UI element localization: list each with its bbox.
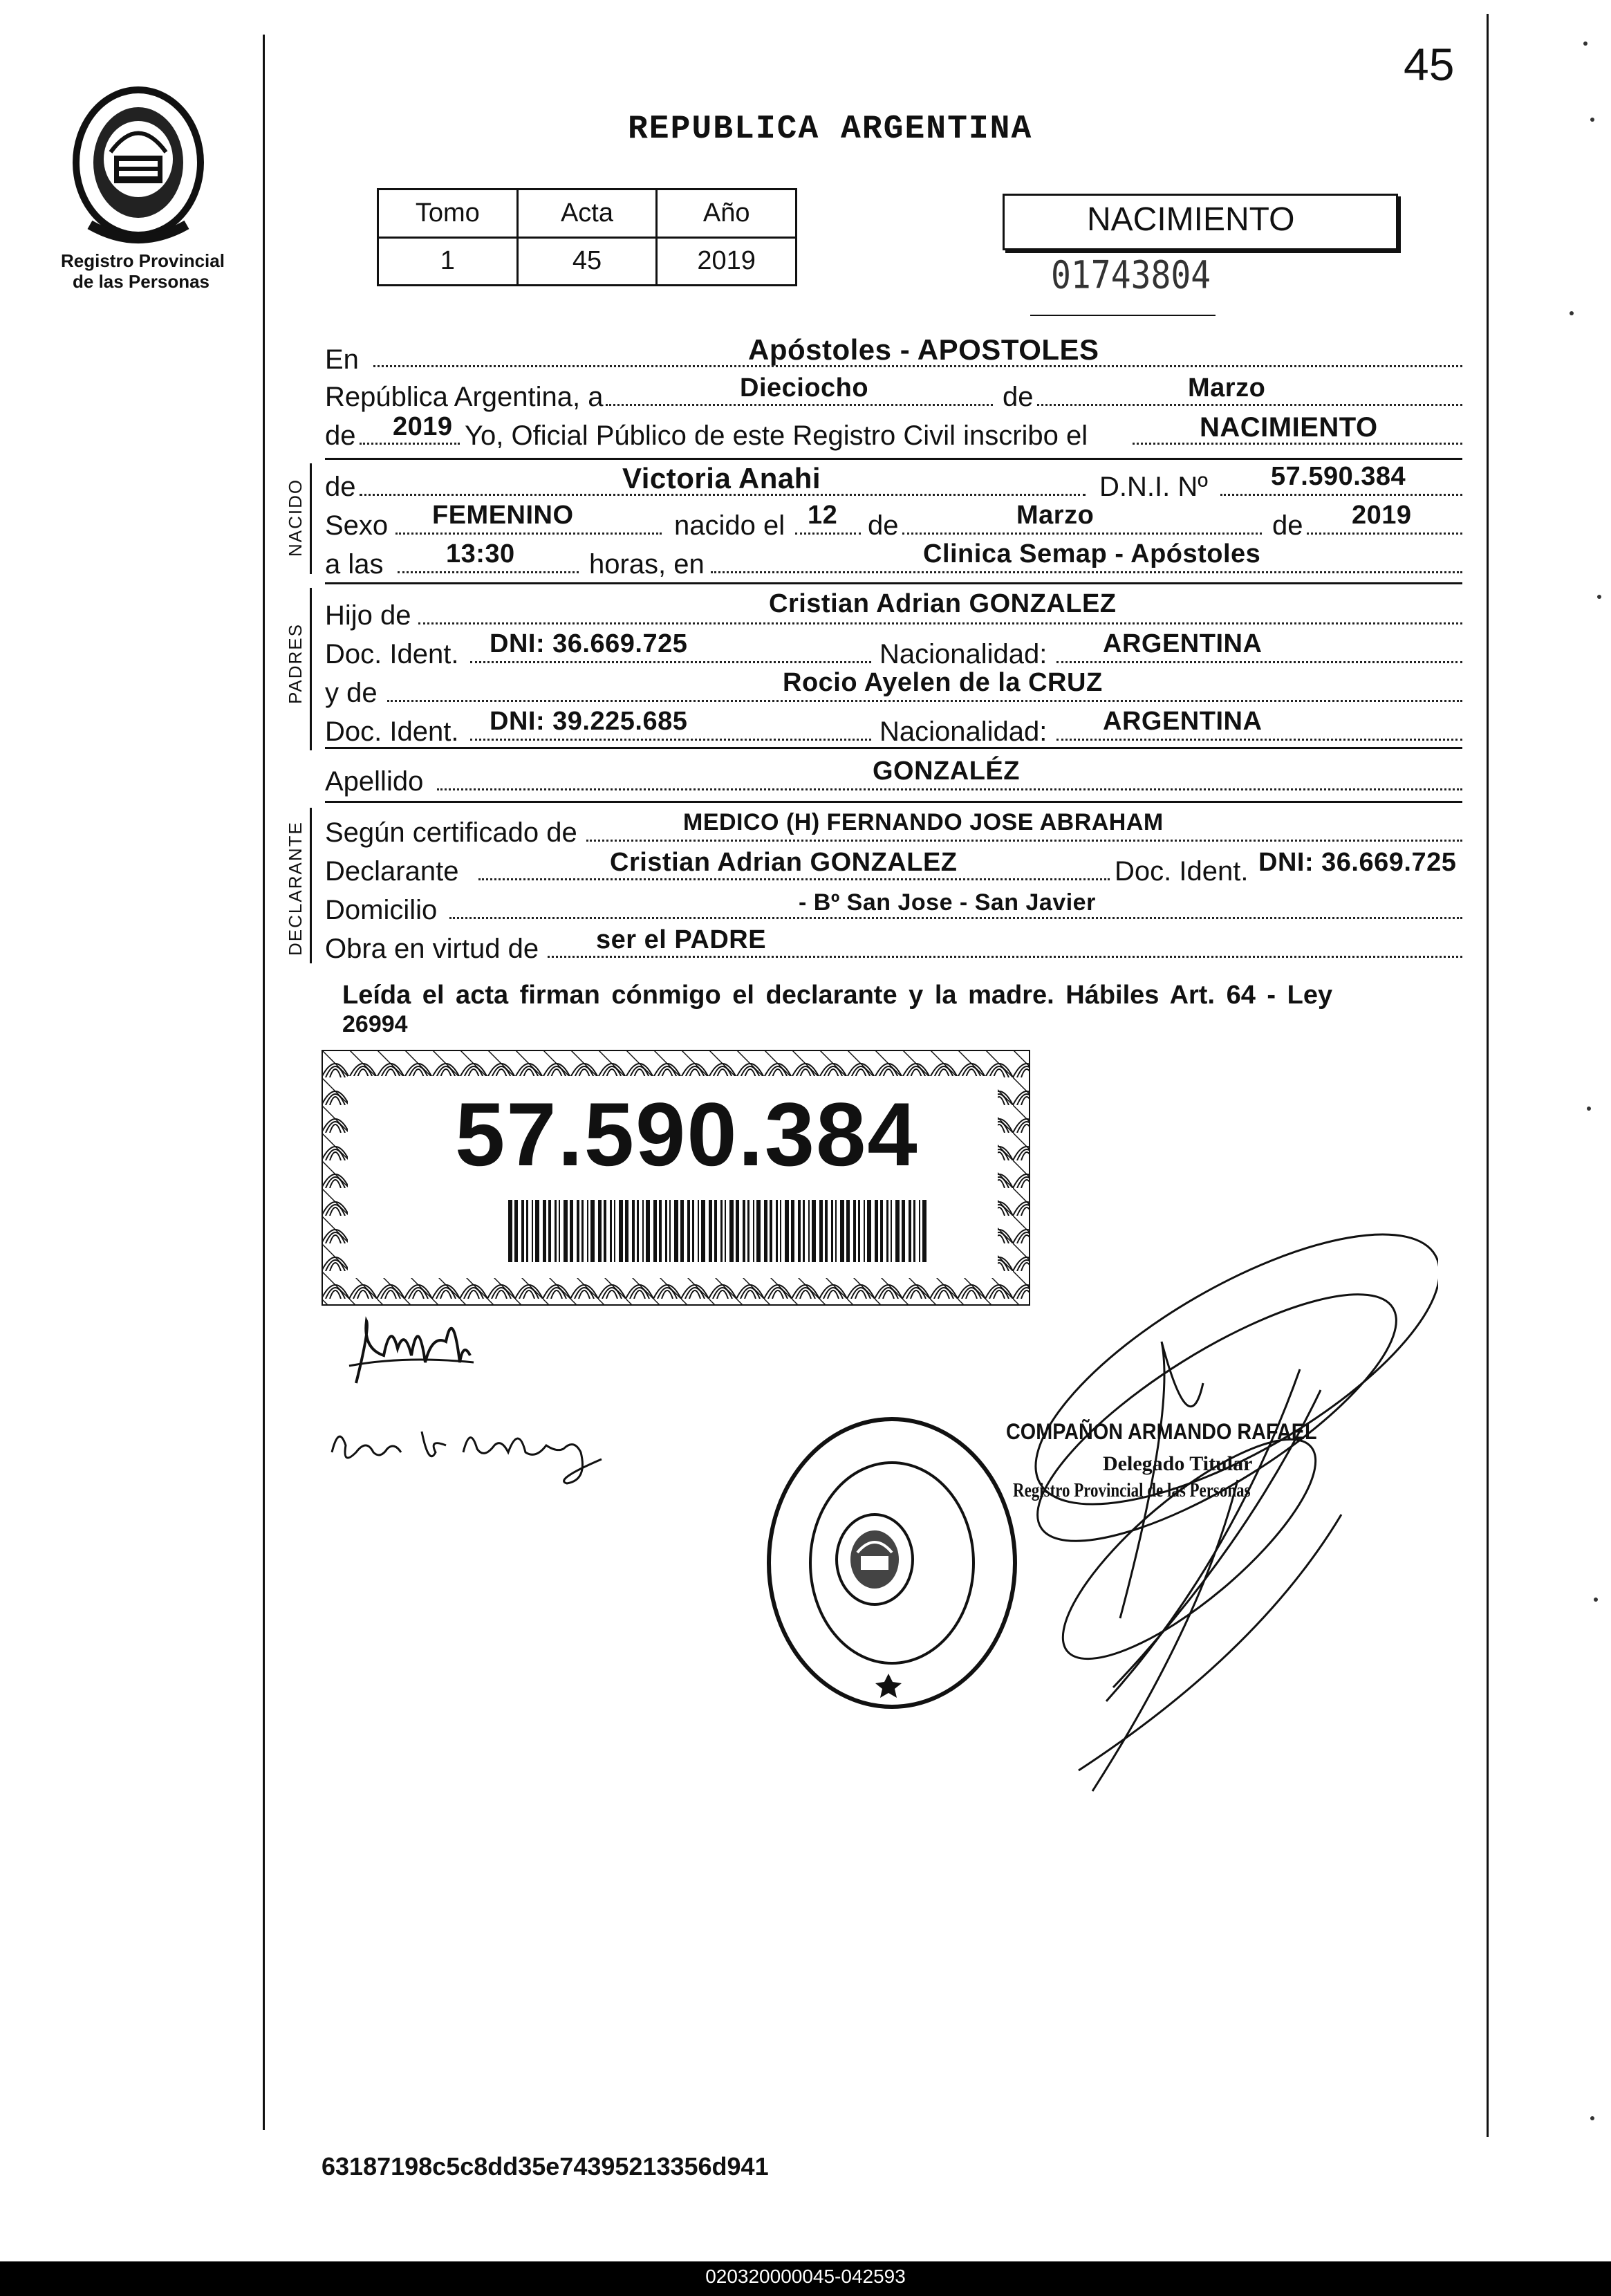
barcode-bar (808, 1200, 810, 1262)
dni-label-number: 57.590.384 (455, 1084, 919, 1185)
barcode-bar (653, 1200, 657, 1262)
section-label-declarante: DECLARANTE (285, 821, 306, 956)
value-birth-year: 2019 (1352, 501, 1412, 530)
barcode-bar (625, 1200, 628, 1262)
barcode-bar (687, 1200, 690, 1262)
official-signature (913, 1203, 1438, 1798)
barcode-bar (747, 1200, 749, 1262)
barcode-bar (632, 1200, 635, 1262)
value-place: Apóstoles - APOSTOLES (748, 333, 1099, 366)
value-act-type: NACIMIENTO (1200, 412, 1378, 443)
barcode-bar (891, 1200, 892, 1262)
value-dni: 57.590.384 (1271, 462, 1406, 491)
barcode-bar (642, 1200, 644, 1262)
official-name: COMPAÑON ARMANDO RAFAEL (1006, 1419, 1317, 1444)
right-margin-line (1487, 14, 1489, 2137)
scan-speck (1590, 2116, 1594, 2120)
barcode-bar (875, 1200, 878, 1262)
value-father-nat: ARGENTINA (1103, 629, 1263, 658)
label-a-las: a las (325, 549, 384, 580)
barcode-bar (698, 1200, 699, 1262)
dni-barcode (508, 1200, 933, 1262)
label-de-year: de (325, 420, 356, 451)
value-obra: ser el PADRE (596, 925, 767, 954)
label-republica: República Argentina, a (325, 382, 604, 412)
left-margin-line (263, 35, 265, 2130)
label-mother-doc: Doc. Ident. (325, 716, 459, 747)
barcode-bar (614, 1200, 615, 1262)
value-birth-place: Clinica Semap - Apóstoles (923, 539, 1261, 568)
official-role: Delegado Titular (1103, 1452, 1253, 1475)
barcode-bar (548, 1200, 551, 1262)
label-father-doc: Doc. Ident. (325, 639, 459, 669)
barcode-bar (819, 1200, 823, 1262)
label-y-de: y de (325, 678, 378, 708)
label-dni: D.N.I. Nº (1099, 472, 1208, 502)
label-horas: horas, en (589, 549, 705, 580)
barcode-bar (701, 1200, 705, 1262)
label-father-nat: Nacionalidad: (879, 639, 1047, 669)
barcode-bar (521, 1200, 524, 1262)
barcode-bar (543, 1200, 546, 1262)
barcode-bar (714, 1200, 717, 1262)
label-hijo-de: Hijo de (325, 600, 411, 631)
barcode-bar (831, 1200, 833, 1262)
section-label-nacido: NACIDO (285, 478, 306, 557)
document-title: REPUBLICA ARGENTINA (628, 111, 1033, 148)
label-yo: Yo, Oficial Público de este Registro Civil inscribo el (465, 420, 1088, 451)
padres-bracket (310, 588, 312, 750)
table-value-tomo: 1 (378, 237, 518, 286)
barcode-bar (846, 1200, 850, 1262)
label-mother-nat: Nacionalidad: (879, 716, 1047, 747)
barcode-bar (535, 1200, 539, 1262)
barcode-bar (532, 1200, 533, 1262)
barcode-bar (514, 1200, 518, 1262)
barcode-bar (709, 1200, 712, 1262)
value-year: 2019 (393, 412, 453, 441)
barcode-bar (791, 1200, 794, 1262)
barcode-bar (637, 1200, 639, 1262)
serial-number: 01743804 (1051, 252, 1211, 298)
value-apellido: GONZALÉZ (873, 757, 1020, 786)
value-mother-nat: ARGENTINA (1103, 707, 1263, 736)
divider-3 (325, 747, 1462, 749)
closing-line-1: Leída el acta firman cónmigo el declarante y la madre. Hábiles Art. 64 - Ley (342, 981, 1333, 1010)
mother-signature (325, 1411, 615, 1487)
barcode-bar (619, 1200, 623, 1262)
serial-underline (1030, 315, 1216, 316)
label-nacido-el: nacido el (674, 510, 785, 541)
barcode-bar (780, 1200, 781, 1262)
label-de-birth-year: de (1272, 510, 1303, 541)
section-label-padres: PADRES (285, 623, 306, 704)
official-office: Registro Provincial de las Personas (1013, 1480, 1251, 1501)
barcode-bar (577, 1200, 579, 1262)
barcode-bar (680, 1200, 684, 1262)
barcode-bar (895, 1200, 900, 1262)
barcode-bar (570, 1200, 573, 1262)
barcode-bar (669, 1200, 671, 1262)
doc-type-label: NACIMIENTO (1087, 201, 1295, 238)
barcode-bar (812, 1200, 816, 1262)
barcode-bar (604, 1200, 606, 1262)
value-birth-month: Marzo (1016, 501, 1095, 530)
value-birth-day: 12 (808, 501, 838, 530)
table-header-acta: Acta (517, 189, 657, 238)
barcode-bar (555, 1200, 557, 1262)
value-sexo: FEMENINO (432, 501, 574, 530)
divider-4 (325, 801, 1462, 803)
label-de-birth-month: de (868, 510, 899, 541)
label-declarante: Declarante (325, 856, 459, 887)
label-segun: Según certificado de (325, 817, 577, 848)
value-domicilio: - Bº San Jose - San Javier (799, 889, 1096, 916)
barcode-bar (659, 1200, 662, 1262)
label-de-month: de (1003, 382, 1034, 412)
barcode-bar (756, 1200, 761, 1262)
barcode-bar (785, 1200, 789, 1262)
label-de-name: de (325, 472, 356, 502)
record-table (377, 188, 797, 286)
document-hash: 63187198c5c8dd35e74395213356d941 (322, 2152, 769, 2181)
barcode-bar (587, 1200, 588, 1262)
barcode-bar (776, 1200, 778, 1262)
barcode-bar (835, 1200, 837, 1262)
label-apellido: Apellido (325, 766, 424, 797)
barcode-bar (886, 1200, 888, 1262)
label-domicilio: Domicilio (325, 895, 438, 925)
barcode-bar (559, 1200, 560, 1262)
value-certificado: MEDICO (H) FERNANDO JOSE ABRAHAM (683, 809, 1164, 835)
scan-speck (1594, 1598, 1598, 1602)
barcode-bar (825, 1200, 828, 1262)
barcode-bar (803, 1200, 805, 1262)
barcode-bar (743, 1200, 745, 1262)
table-value-acta: 45 (517, 237, 657, 286)
value-month: Marzo (1188, 373, 1266, 402)
barcode-bar (880, 1200, 883, 1262)
table-header-anio: Año (657, 189, 797, 238)
barcode-bar (764, 1200, 767, 1262)
divider-2 (325, 582, 1462, 584)
scan-speck (1590, 118, 1594, 122)
province-seal-logo (69, 86, 207, 252)
barcode-bar (736, 1200, 739, 1262)
value-father: Cristian Adrian GONZALEZ (769, 589, 1117, 618)
barcode-bar (858, 1200, 860, 1262)
divider-1 (325, 458, 1462, 460)
footer-code: 020320000045-042593 (705, 2266, 906, 2287)
table-value-anio: 2019 (657, 237, 797, 286)
value-declarante-doc: DNI: 36.669.725 (1258, 848, 1457, 877)
barcode-bar (853, 1200, 856, 1262)
value-declarante: Cristian Adrian GONZALEZ (610, 848, 958, 877)
barcode-bar (725, 1200, 726, 1262)
barcode-bar (864, 1200, 865, 1262)
barcode-bar (610, 1200, 612, 1262)
barcode-bar (564, 1200, 568, 1262)
barcode-bar (590, 1200, 595, 1262)
scan-speck (1570, 311, 1574, 315)
barcode-bar (674, 1200, 678, 1262)
value-mother-doc: DNI: 39.225.685 (490, 707, 688, 736)
value-name: Victoria Anahi (622, 462, 821, 494)
value-time: 13:30 (446, 539, 515, 568)
barcode-bar (753, 1200, 754, 1262)
barcode-bar (508, 1200, 512, 1262)
barcode-bar (526, 1200, 528, 1262)
barcode-bar (646, 1200, 650, 1262)
logo-caption-line1: Registro Provincial (61, 250, 225, 271)
scan-speck (1583, 41, 1587, 46)
label-en: En (325, 344, 359, 375)
barcode-bar (729, 1200, 734, 1262)
label-declarante-doc: Doc. Ident. (1115, 856, 1249, 887)
barcode-bar (798, 1200, 801, 1262)
table-header-tomo: Tomo (378, 189, 518, 238)
barcode-bar (598, 1200, 602, 1262)
label-obra: Obra en virtud de (325, 934, 539, 964)
declarante-signature (342, 1300, 481, 1397)
scan-speck (1587, 1107, 1591, 1111)
logo-caption-line2: de las Personas (73, 271, 209, 292)
value-mother: Rocio Ayelen de la CRUZ (783, 668, 1103, 697)
barcode-bar (692, 1200, 694, 1262)
value-father-doc: DNI: 36.669.725 (490, 629, 688, 658)
label-sexo: Sexo (325, 510, 389, 541)
closing-line-2: 26994 (342, 1011, 408, 1037)
barcode-bar (840, 1200, 844, 1262)
barcode-bar (720, 1200, 723, 1262)
barcode-bar (581, 1200, 584, 1262)
barcode-bar (665, 1200, 667, 1262)
scan-speck (1597, 595, 1601, 599)
value-day: Dieciocho (740, 373, 869, 402)
barcode-bar (770, 1200, 772, 1262)
barcode-bar (902, 1200, 905, 1262)
page-number: 45 (1404, 39, 1455, 90)
declarante-bracket (310, 808, 312, 963)
barcode-bar (867, 1200, 871, 1262)
barcode-bar (909, 1200, 911, 1262)
nacido-bracket (310, 463, 312, 574)
